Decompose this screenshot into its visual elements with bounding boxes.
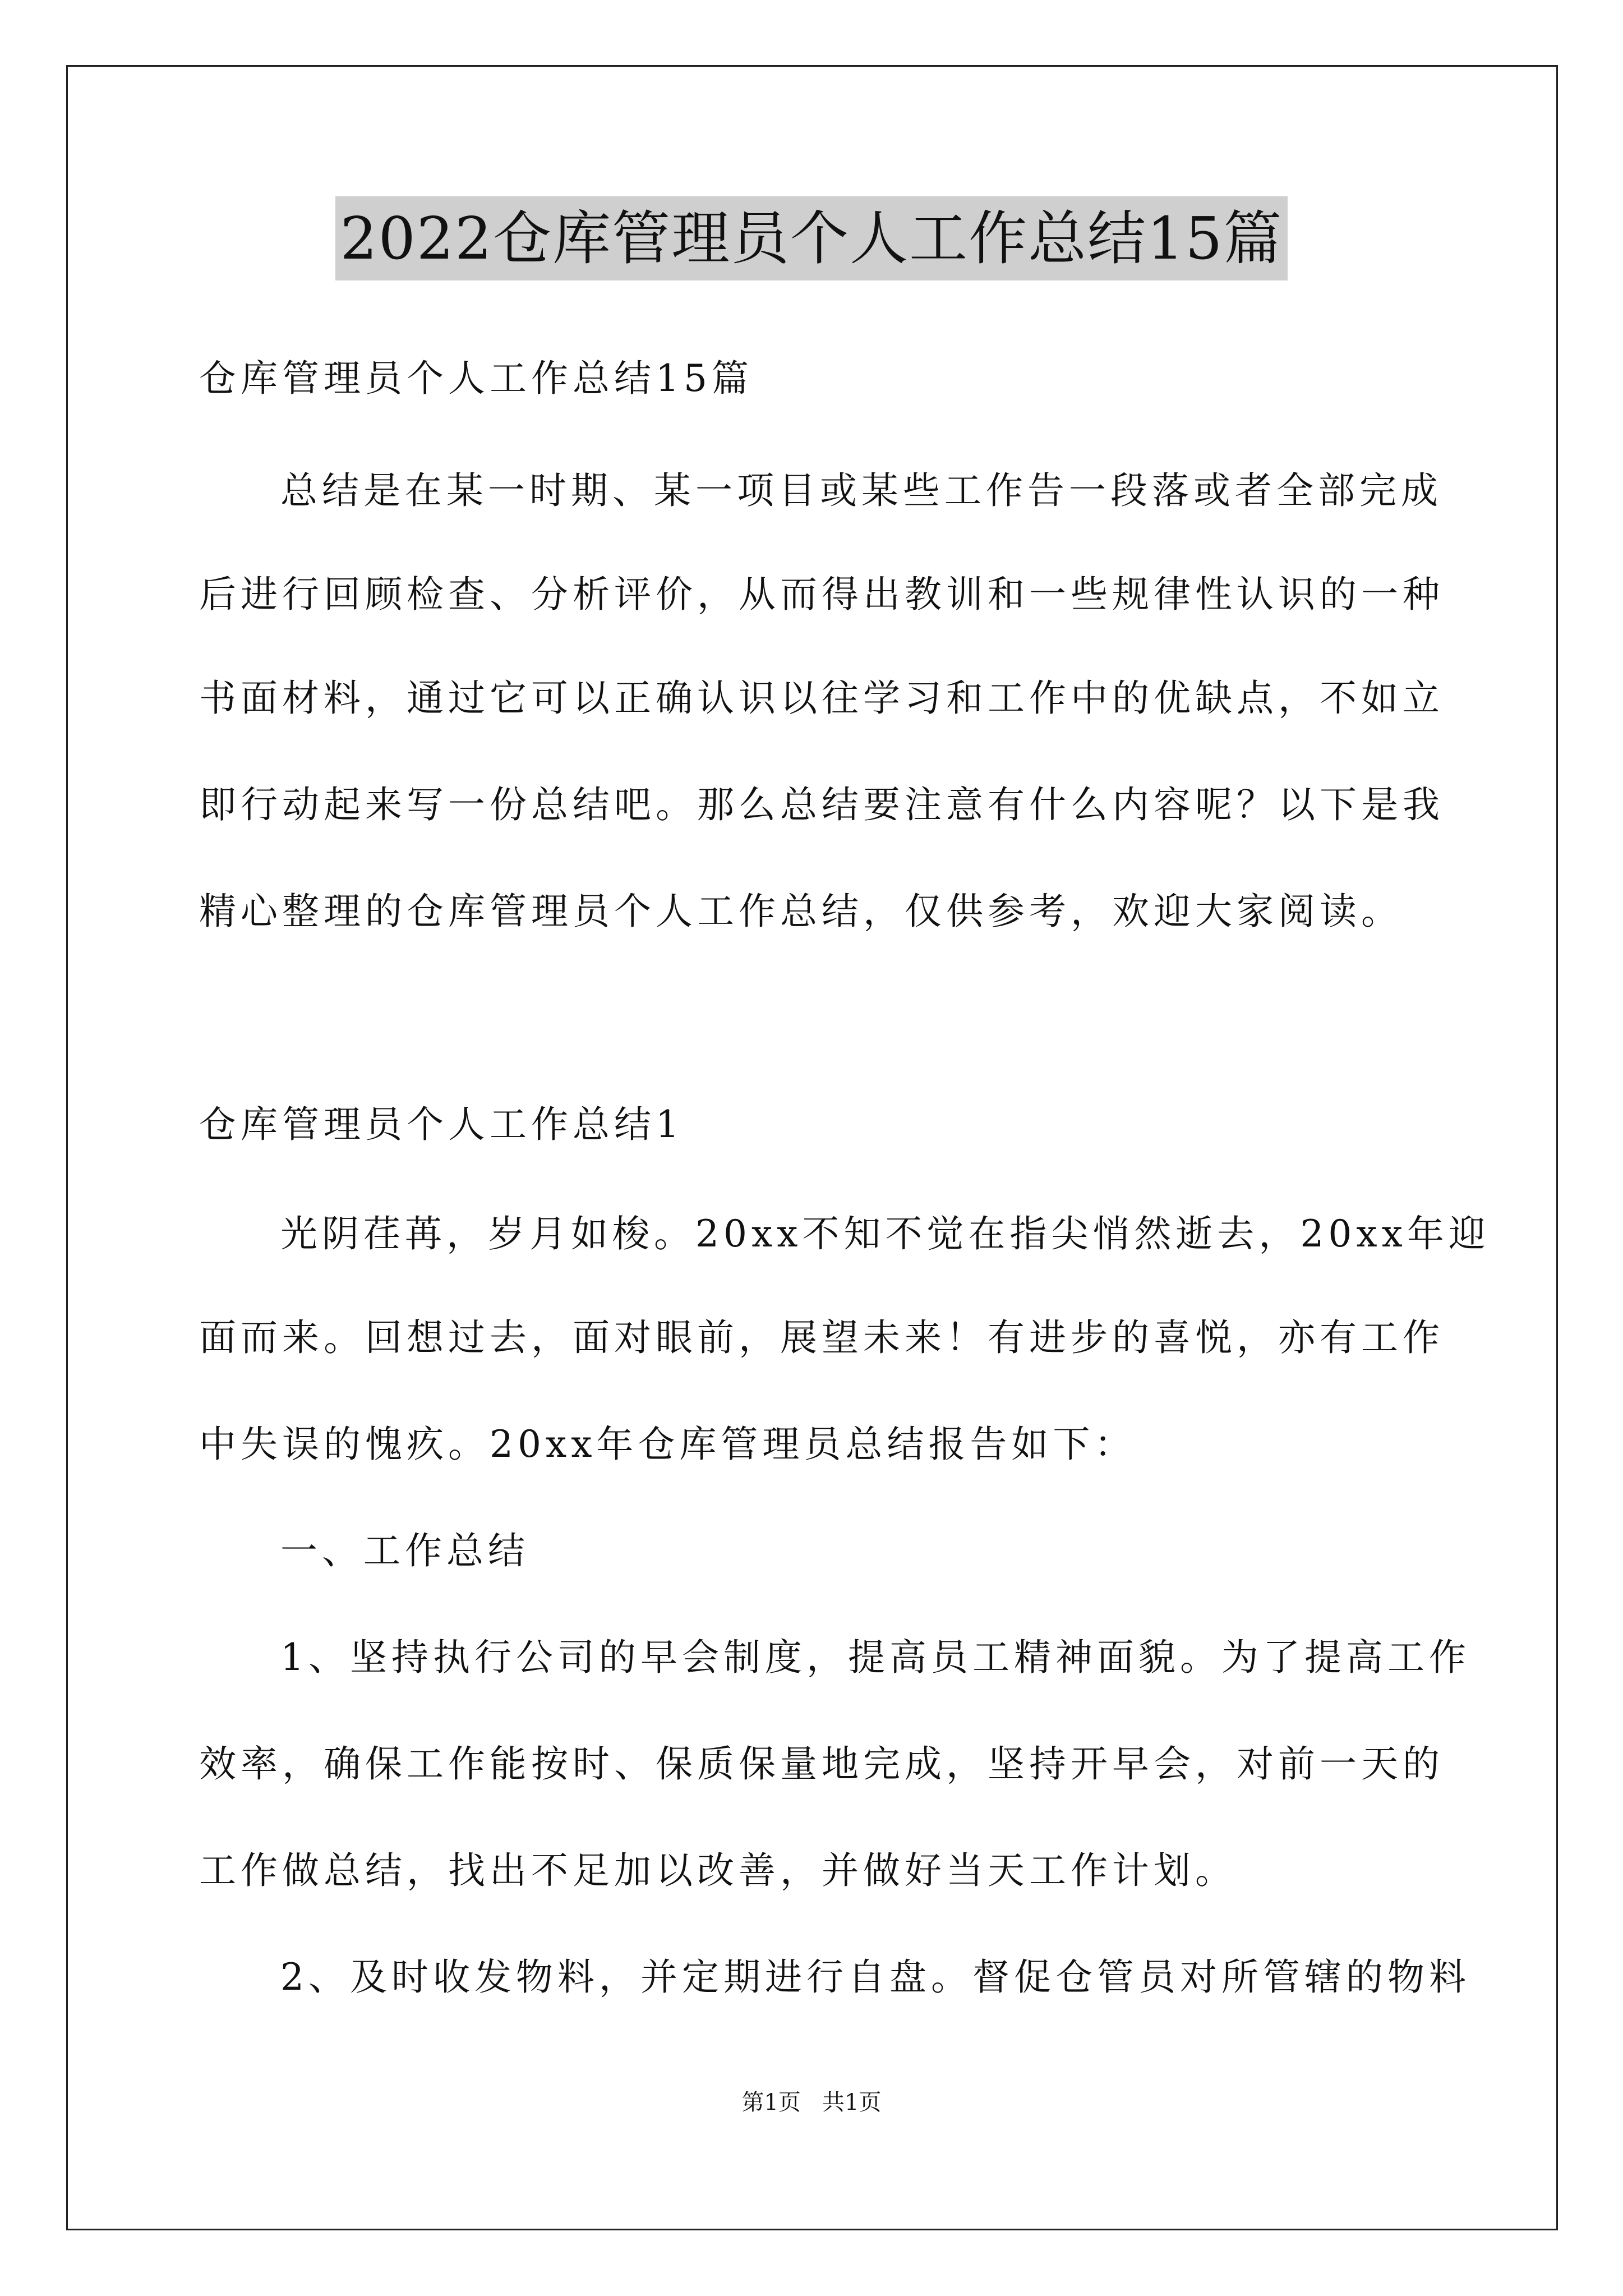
section-heading: 仓库管理员个人工作总结1	[199, 1103, 684, 1146]
section-line-7: 工作做总结，找出不足加以改善，并做好当天工作计划。	[199, 1849, 1237, 1892]
intro-line-1: 总结是在某一时期、某一项目或某些工作告一段落或者全部完成	[280, 469, 1442, 512]
section-line-8: 2、及时收发物料，并定期进行自盘。督促仓管员对所管辖的物料	[280, 1955, 1470, 1999]
intro-line-4: 即行动起来写一份总结吧。那么总结要注意有什么内容呢？以下是我	[199, 783, 1444, 826]
section-line-4: 一、工作总结	[280, 1529, 529, 1572]
title-wrap	[0, 196, 1623, 280]
page-footer: 第1页 共1页	[741, 2090, 882, 2115]
section-line-5: 1、坚持执行公司的早会制度，提高员工精神面貌。为了提高工作	[280, 1636, 1470, 1679]
intro-line-5: 精心整理的仓库管理员个人工作总结，仅供参考，欢迎大家阅读。	[199, 890, 1403, 933]
section-line-1: 光阴荏苒，岁月如梭。20xx不知不觉在指尖悄然逝去，20xx年迎	[280, 1212, 1490, 1255]
section-line-6: 效率，确保工作能按时、保质保量地完成，坚持开早会，对前一天的	[199, 1742, 1444, 1786]
document-title: 2022仓库管理员个人工作总结15篇	[335, 196, 1287, 280]
intro-line-2: 后进行回顾检查、分析评价，从而得出教训和一些规律性认识的一种	[199, 573, 1444, 616]
section-line-2: 面而来。回想过去，面对眼前，展望未来！有进步的喜悦，亦有工作	[199, 1316, 1444, 1359]
document-subtitle: 仓库管理员个人工作总结15篇	[199, 357, 753, 400]
intro-line-3: 书面材料，通过它可以正确认识以往学习和工作中的优缺点，不如立	[199, 677, 1444, 720]
section-line-3: 中失误的愧疚。20xx年仓库管理员总结报告如下：	[199, 1423, 1136, 1466]
